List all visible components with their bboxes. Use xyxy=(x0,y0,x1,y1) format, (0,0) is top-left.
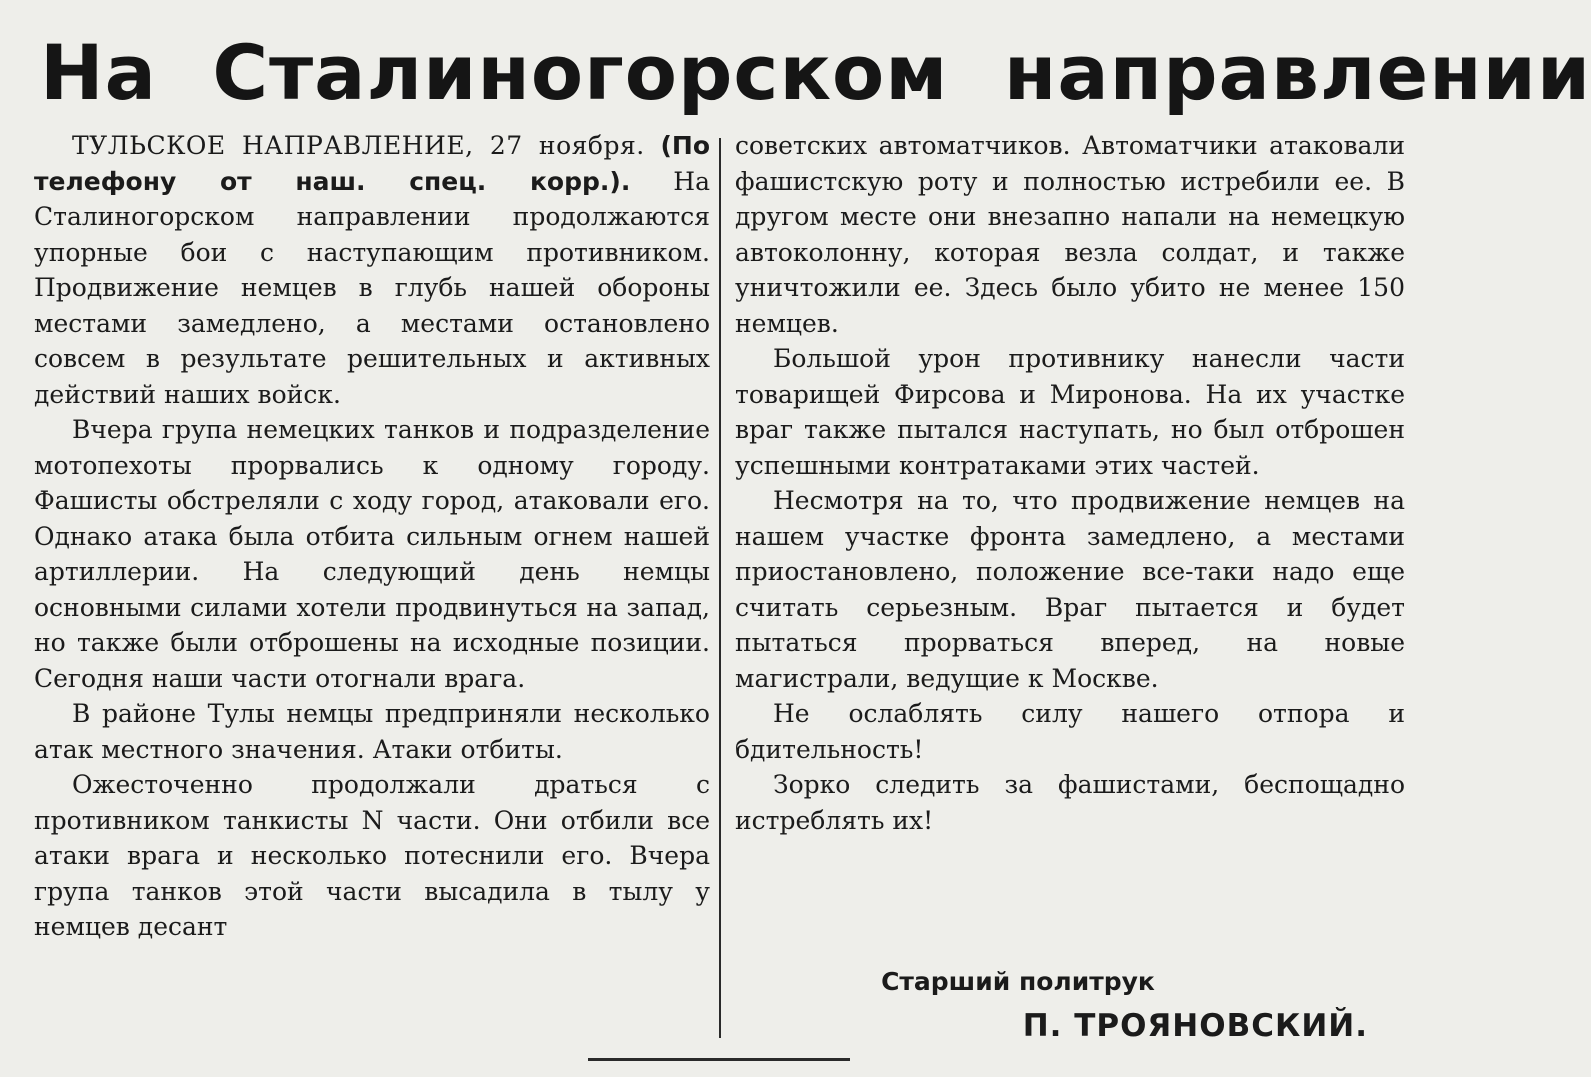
article-paragraph-7: Не ослаблять силу нашего отпора и бдительность! xyxy=(735,699,1405,764)
article-headline: На Сталиногорском направлении xyxy=(40,28,1591,117)
article-paragraph-3: В районе Тулы немцы предприняли несколько атак местного значения. Атаки отбиты. xyxy=(34,699,710,764)
column-divider xyxy=(719,138,721,1038)
article-paragraph-1-text: На Сталиногорском направлении продолжаются упорные бои с наступающим противником. Продвижение немцев в глубь нашей обороны местами замедлено, а местами остановлено совсем в результате решительных и активных действий наших войск. xyxy=(34,166,710,409)
article-dateline: ТУЛЬСКОЕ НАПРАВЛЕНИЕ, 27 ноября. xyxy=(72,131,645,160)
article-paragraph-6: Несмотря на то, что продвижение немцев на нашем участке фронта замедлено, а местами приостановлено, положение все-таки надо еще считать серьезным. Враг пытается и будет пытаться прорваться вперед, на новые магистрали, ведущие к Москве. xyxy=(735,486,1405,693)
article-column-left xyxy=(34,128,710,945)
article-source: (По телефону от наш. спец. корр.). xyxy=(34,131,711,196)
article-paragraph-8: Зорко следить за фашистами, беспощадно истреблять их! xyxy=(735,770,1405,835)
article-column-right xyxy=(735,128,1405,838)
signature-role: Старший политрук xyxy=(881,967,1155,996)
signature-name: П. ТРОЯНОВСКИЙ. xyxy=(1022,1008,1368,1044)
article-paragraph-1 xyxy=(34,128,710,412)
article-paragraph-2: Вчера група немецких танков и подразделение мотопехоты прорвались к одному городу. Фашисты обстреляли с ходу город, атаковали его. Однако атака была отбита сильным огнем нашей артиллерии. На следующий день немцы основными силами хотели продвинуться на запад, но также были отброшены на исходные позиции. Сегодня наши части отогнали врага. xyxy=(34,415,710,693)
article-paragraph-4-continued: советских автоматчиков. Автоматчики атаковали фашистскую роту и полностью истребили ее. В другом месте они внезапно напали на немецкую автоколонну, которая везла солдат, и также уничтожили ее. Здесь было убито не менее 150 немцев. xyxy=(735,131,1405,338)
bottom-rule xyxy=(588,1058,850,1061)
article-paragraph-5: Большой урон противнику нанесли части товарищей Фирсова и Миронова. На их участке враг также пытался наступать, но был отброшен успешными контратаками этих частей. xyxy=(735,344,1405,480)
article-paragraph-4: Ожесточенно продолжали драться с противником танкисты N части. Они отбили все атаки врага и несколько потеснили его. Вчера група танков этой части высадила в тылу у немцев десант xyxy=(34,770,710,941)
